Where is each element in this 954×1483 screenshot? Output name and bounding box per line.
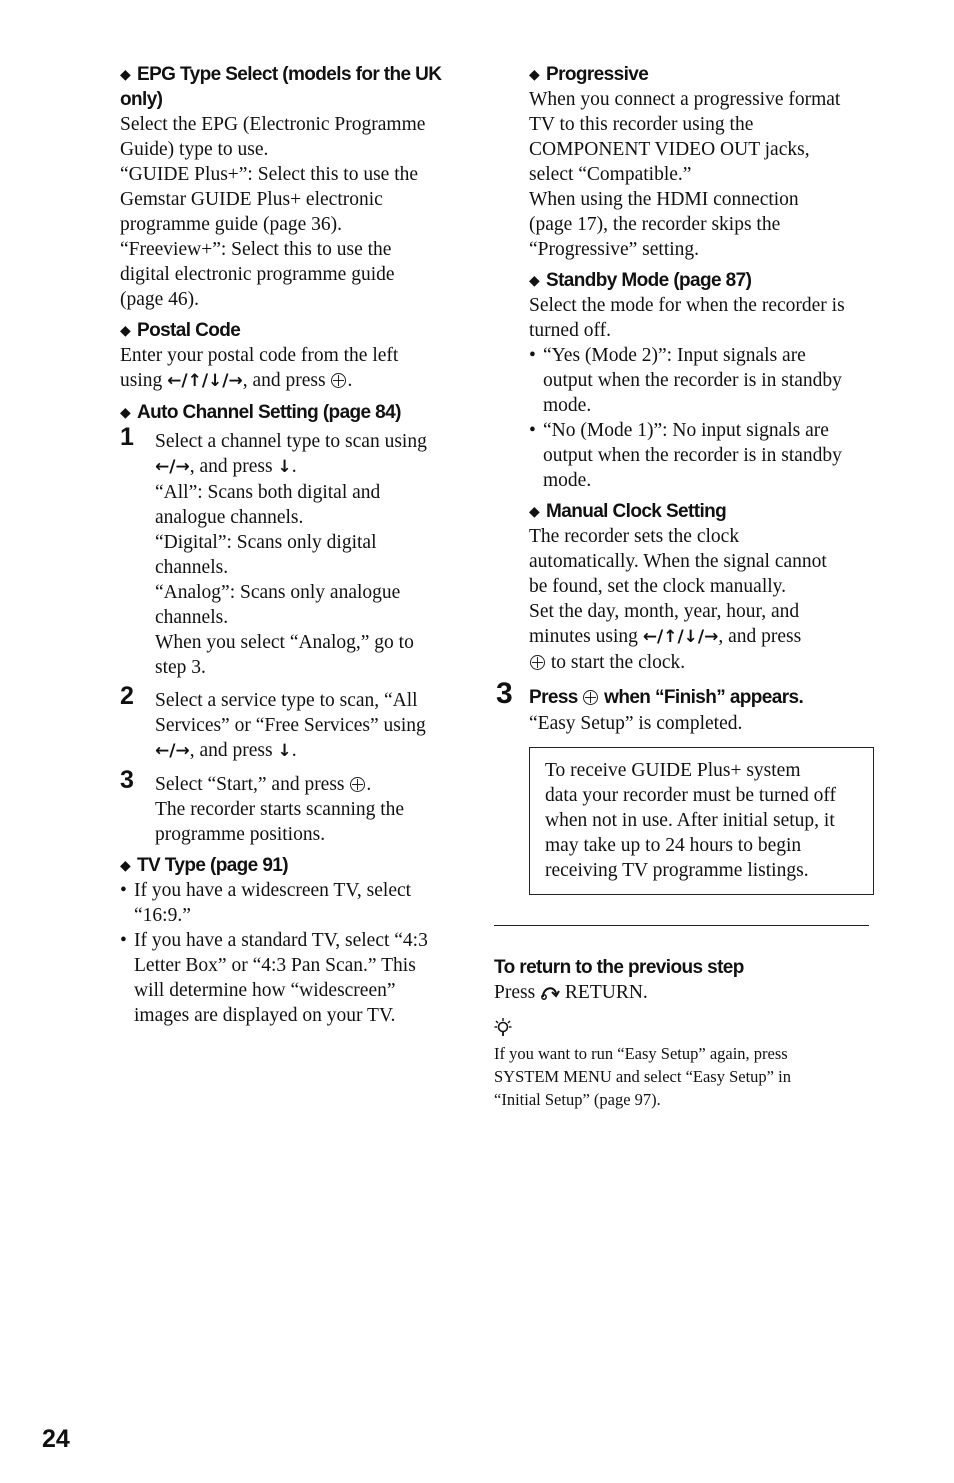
text-line xyxy=(494,980,874,1005)
down-arrow-icon: ↓ xyxy=(277,741,292,761)
text-line: mode. xyxy=(543,395,592,416)
epg-heading xyxy=(120,62,460,112)
bullet-dot-icon: • xyxy=(120,930,127,951)
step-number: 3 xyxy=(120,766,134,794)
auto-channel-section xyxy=(120,400,460,847)
text-line: images are displayed on your TV. xyxy=(134,1005,396,1026)
text-fragment: Press xyxy=(529,687,578,708)
clock-heading xyxy=(529,499,874,524)
text-fragment: Press xyxy=(494,982,536,1003)
text-line: If you want to run “Easy Setup” again, press xyxy=(494,1044,788,1063)
text-line: Letter Box” or “4:3 Pan Scan.” This xyxy=(134,955,416,976)
standby-section xyxy=(529,268,874,493)
postal-heading xyxy=(120,318,460,343)
step-number: 3 xyxy=(496,677,513,710)
guide-plus-note-box xyxy=(529,747,874,895)
text-line: be found, set the clock manually. xyxy=(529,576,787,597)
diamond-bullet-icon: ◆ xyxy=(120,857,131,873)
text-line: “Initial Setup” (page 97). xyxy=(494,1090,661,1109)
final-step-sub xyxy=(529,711,874,736)
left-column xyxy=(120,62,460,1028)
enter-button-icon xyxy=(331,373,346,388)
text-fragment: to start the clock. xyxy=(550,652,686,673)
diamond-bullet-icon: ◆ xyxy=(529,503,540,519)
text-line: If you have a widescreen TV, select xyxy=(134,880,412,901)
step-number: 1 xyxy=(120,423,134,451)
text-fragment: Select “Start,” and press xyxy=(155,774,345,795)
text-fragment: when “Finish” appears. xyxy=(604,687,804,708)
text-line: Select a service type to scan, “All xyxy=(155,690,418,711)
final-step-3 xyxy=(496,677,874,736)
text-line: using ←/↑/↓/→, and press . xyxy=(120,370,353,391)
step-3 xyxy=(120,766,460,847)
text-line: When using the HDMI connection xyxy=(529,189,799,210)
epg-section xyxy=(120,62,460,312)
text-fragment: , and press xyxy=(189,740,273,761)
text-line: programme positions. xyxy=(155,824,326,845)
text-line: “No (Mode 1)”: No input signals are xyxy=(543,420,829,441)
text-line: automatically. When the signal cannot xyxy=(529,551,827,572)
step-1 xyxy=(120,423,460,680)
bullet-item xyxy=(120,878,460,928)
postal-section xyxy=(120,318,460,394)
text-line: ←/→, and press ↓. xyxy=(155,456,297,477)
step-2 xyxy=(120,682,460,764)
lightbulb-tip-icon xyxy=(494,1017,512,1037)
text-line: When you connect a progressive format xyxy=(529,89,841,110)
progressive-heading-text: Progressive xyxy=(546,64,649,85)
text-line: SYSTEM MENU and select “Easy Setup” in xyxy=(494,1067,791,1086)
bullet-item xyxy=(120,928,460,1028)
text-line: will determine how “widescreen” xyxy=(134,980,396,1001)
final-step-heading xyxy=(529,683,874,710)
text-line: data your recorder must be turned off xyxy=(545,785,836,806)
enter-button-icon xyxy=(530,655,545,670)
text-line: “GUIDE Plus+”: Select this to use the xyxy=(120,164,419,185)
text-line: may take up to 24 hours to begin xyxy=(545,835,802,856)
text-line: Select the mode for when the recorder is xyxy=(529,295,845,316)
text-line: TV to this recorder using the xyxy=(529,114,754,135)
text-line xyxy=(529,624,874,650)
standby-heading-text: Standby Mode (page 87) xyxy=(546,270,752,291)
text-line: when not in use. After initial setup, it xyxy=(545,810,835,831)
bullet-dot-icon: • xyxy=(529,420,536,441)
progressive-heading xyxy=(529,62,874,87)
text-fragment: , and press xyxy=(189,456,273,477)
diamond-bullet-icon: ◆ xyxy=(529,66,540,82)
clock-section xyxy=(529,499,874,675)
tip-text xyxy=(494,1042,874,1111)
text-fragment: , and press xyxy=(718,626,802,647)
text-line: “Yes (Mode 2)”: Input signals are xyxy=(543,345,806,366)
text-line: “Digital”: Scans only digital xyxy=(155,532,377,553)
divider-rule xyxy=(494,925,869,926)
diamond-bullet-icon: ◆ xyxy=(529,272,540,288)
clock-body xyxy=(529,524,874,675)
text-fragment: minutes using xyxy=(529,626,638,647)
diamond-bullet-icon: ◆ xyxy=(120,322,131,338)
progressive-body xyxy=(529,87,874,262)
text-line: analogue channels. xyxy=(155,507,304,528)
bullet-dot-icon: • xyxy=(120,880,127,901)
text-line: output when the recorder is in standby xyxy=(543,370,842,391)
tv-type-heading-text: TV Type (page 91) xyxy=(137,855,288,876)
text-line: “16:9.” xyxy=(134,905,191,926)
bullet-item xyxy=(529,343,874,418)
text-line: “Progressive” setting. xyxy=(529,239,700,260)
postal-body xyxy=(120,343,460,394)
diamond-bullet-icon: ◆ xyxy=(120,404,131,420)
text-line: Guide) type to use. xyxy=(120,139,269,160)
text-line: receiving TV programme listings. xyxy=(545,860,809,881)
standby-body xyxy=(529,293,874,343)
arrow-keys-icon: ←/↑/↓/→ xyxy=(642,627,719,647)
enter-button-icon xyxy=(350,777,365,792)
text-line: Select a channel type to scan using xyxy=(155,431,427,452)
epg-body xyxy=(120,112,460,312)
step-number: 2 xyxy=(120,682,134,710)
epg-heading-text: EPG Type Select (models for the UK only) xyxy=(120,64,442,110)
return-section xyxy=(494,955,874,1111)
text-line: (page 17), the recorder skips the xyxy=(529,214,781,235)
text-line: channels. xyxy=(155,557,229,578)
auto-channel-heading xyxy=(120,400,460,425)
text-line xyxy=(529,650,874,675)
text-line: To receive GUIDE Plus+ system xyxy=(545,760,801,781)
text-fragment: using xyxy=(120,370,163,391)
bullet-dot-icon: • xyxy=(529,345,536,366)
text-fragment: RETURN. xyxy=(564,982,648,1003)
auto-channel-heading-text: Auto Channel Setting (page 84) xyxy=(137,402,401,423)
text-line: (page 46). xyxy=(120,289,200,310)
bullet-item xyxy=(529,418,874,493)
text-line: Set the day, month, year, hour, and xyxy=(529,601,800,622)
diamond-bullet-icon: ◆ xyxy=(120,66,131,82)
progressive-section xyxy=(529,62,874,262)
text-line: select “Compatible.” xyxy=(529,164,692,185)
down-arrow-icon: ↓ xyxy=(277,457,292,477)
text-line: Gemstar GUIDE Plus+ electronic xyxy=(120,189,383,210)
text-line: turned off. xyxy=(529,320,611,341)
text-line: The recorder starts scanning the xyxy=(155,799,405,820)
text-line: Services” or “Free Services” using xyxy=(155,715,426,736)
postal-heading-text: Postal Code xyxy=(137,320,241,341)
text-line: COMPONENT VIDEO OUT jacks, xyxy=(529,139,810,160)
text-line: channels. xyxy=(155,607,229,628)
text-line: “Analog”: Scans only analogue xyxy=(155,582,401,603)
text-line: programme guide (page 36). xyxy=(120,214,343,235)
text-line: step 3. xyxy=(155,657,206,678)
tv-type-heading xyxy=(120,853,460,878)
tv-type-section xyxy=(120,853,460,1028)
text-line: Select the EPG (Electronic Programme xyxy=(120,114,426,135)
page-number: 24 xyxy=(42,1425,70,1453)
text-fragment: , and press xyxy=(242,370,326,391)
clock-heading-text: Manual Clock Setting xyxy=(546,501,727,522)
text-line: “Easy Setup” is completed. xyxy=(529,713,743,734)
text-line: output when the recorder is in standby xyxy=(543,445,842,466)
text-line: ←/→, and press ↓. xyxy=(155,740,297,761)
text-line: Select “Start,” and press . xyxy=(155,774,372,795)
text-line: If you have a standard TV, select “4:3 xyxy=(134,930,428,951)
text-line: digital electronic programme guide xyxy=(120,264,395,285)
text-line: mode. xyxy=(543,470,592,491)
left-right-arrow-icon: ←/→ xyxy=(155,741,190,761)
enter-button-icon xyxy=(583,690,598,705)
left-right-arrow-icon: ←/→ xyxy=(155,457,190,477)
standby-heading xyxy=(529,268,874,293)
text-line: Enter your postal code from the left xyxy=(120,345,399,366)
arrow-keys-icon: ←/↑/↓/→ xyxy=(167,371,243,391)
right-column xyxy=(496,62,874,895)
tip-section xyxy=(494,1017,874,1111)
text-line: “All”: Scans both digital and xyxy=(155,482,381,503)
return-heading: To return to the previous step xyxy=(494,957,744,978)
text-line: When you select “Analog,” go to xyxy=(155,632,414,653)
return-icon xyxy=(540,984,560,1000)
text-line: The recorder sets the clock xyxy=(529,526,740,547)
return-body xyxy=(494,980,874,1005)
text-line: “Freeview+”: Select this to use the xyxy=(120,239,392,260)
